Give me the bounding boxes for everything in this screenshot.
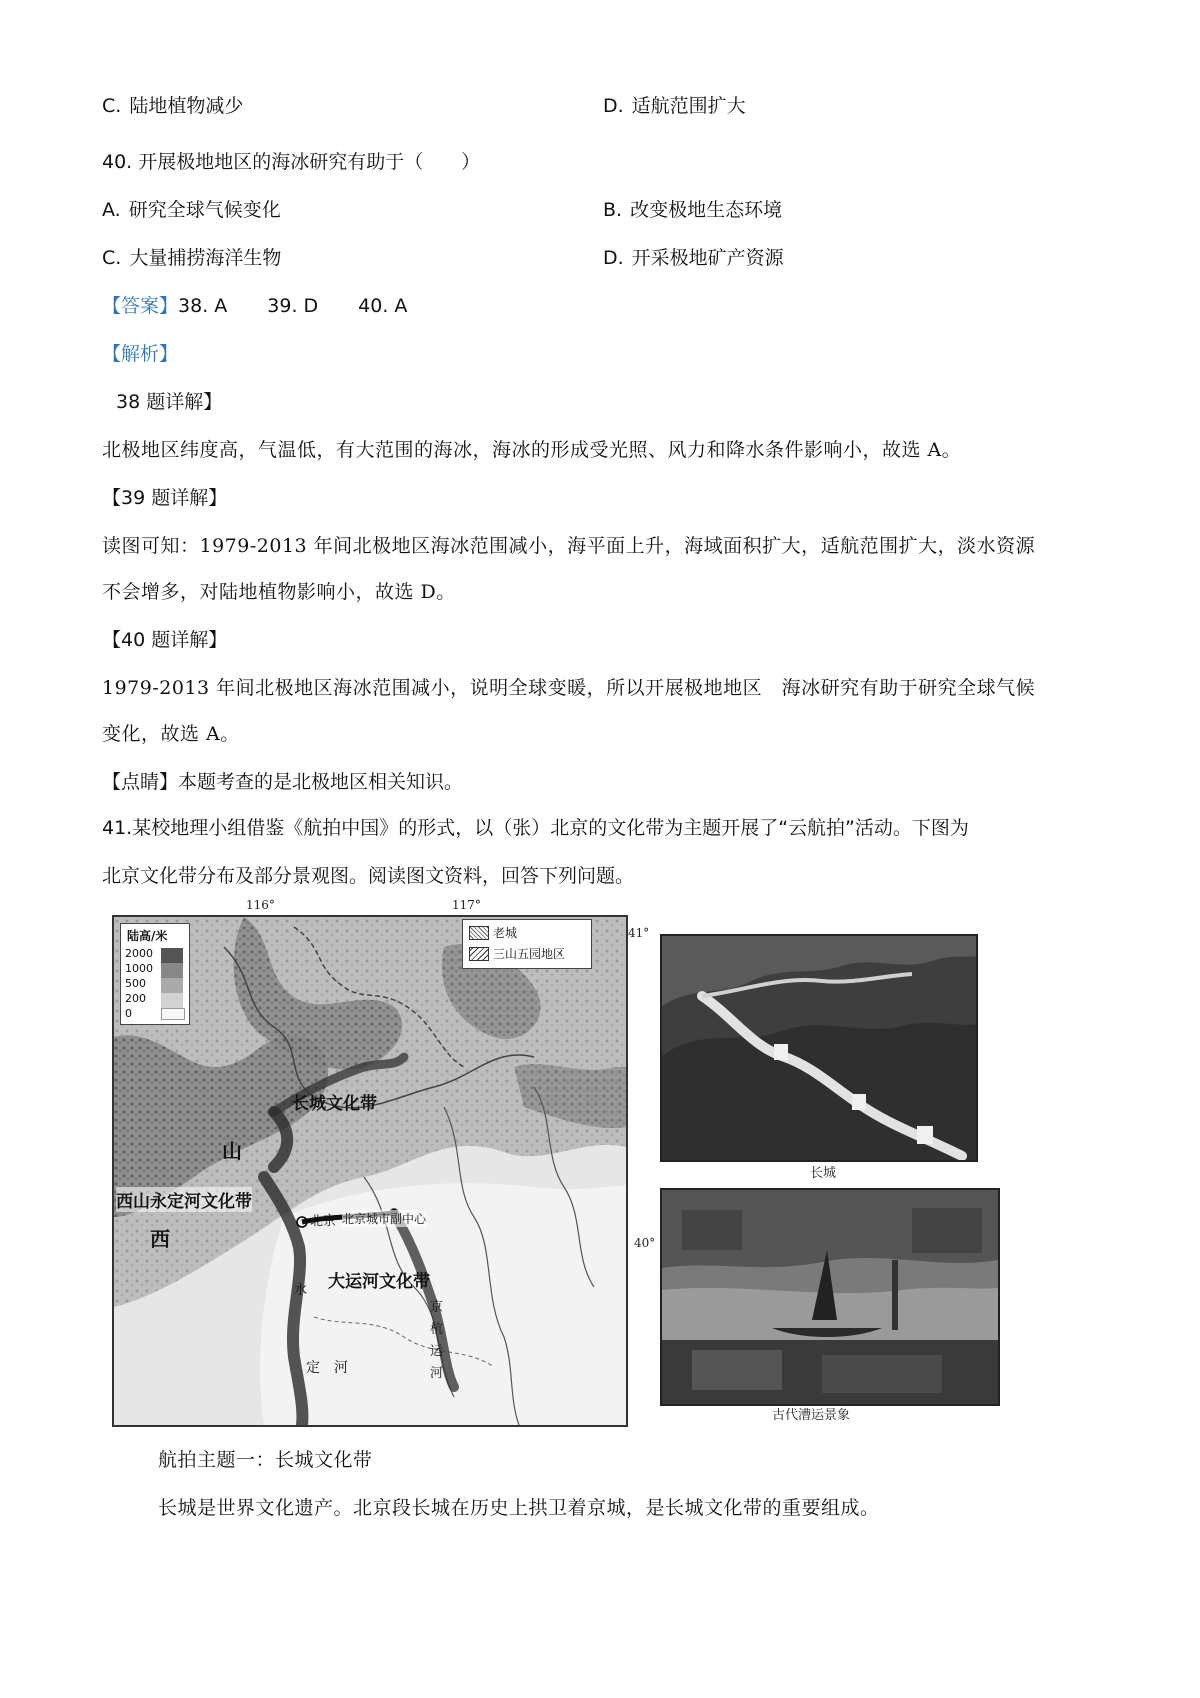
sanshan-wuyuan-swatch: [469, 947, 489, 961]
latitude-40-label: 40°: [634, 1236, 656, 1250]
map-char-xi: 西: [150, 1227, 170, 1251]
beijing-culture-belt-map: [112, 915, 628, 1427]
legend-swatch-200: [161, 993, 183, 1008]
q40-option-a: A. 研究全球气候变化: [102, 199, 281, 221]
legend-swatch-500: [161, 978, 183, 993]
area-legend: [462, 919, 592, 969]
great-wall-caption: 长城: [810, 1166, 837, 1181]
great-wall-photo: [660, 934, 978, 1162]
canal-transport-caption: 古代漕运景象: [772, 1408, 851, 1423]
detail38-heading: 38 题详解】: [116, 391, 223, 413]
q40-stem: 40. 开展极地地区的海冰研究有助于（ ）: [102, 151, 481, 173]
detail38-body: 北极地区纬度高，气温低，有大范围的海冰，海冰的形成受光照、风力和降水条件影响小，故选 A。: [102, 439, 962, 461]
q40-option-c: C. 大量捕捞海洋生物: [102, 247, 282, 269]
canal-transport-photo: [660, 1188, 1000, 1406]
analysis-tag: 【解析】: [102, 343, 179, 365]
legend-swatch-1000: [161, 963, 183, 978]
great-wall-graphic: [662, 936, 976, 1160]
great-wall-belt-label: 长城文化带: [292, 1094, 377, 1114]
sanshan-wuyuan-label: 三山五园地区: [493, 947, 566, 961]
map-graphic: [114, 917, 626, 1425]
detail39-heading: 【39 题详解】: [102, 487, 228, 509]
detail39-body-2: 不会增多，对陆地植物影响小，故选 D。: [102, 581, 456, 603]
detail40-body-2: 变化，故选 A。: [102, 723, 240, 745]
latitude-41-label: 41°: [628, 926, 650, 940]
old-city-swatch: [469, 926, 489, 940]
canal-transport-graphic: [662, 1190, 998, 1404]
jinghang-canal-label: 京 杭 运 河: [430, 1300, 444, 1381]
city-subcenter-label: 北京城市副中心: [342, 1212, 427, 1226]
detail40-heading: 【40 题详解】: [102, 629, 228, 651]
q39-option-d: D. 适航范围扩大: [603, 95, 746, 117]
elevation-legend: [120, 923, 190, 1025]
map-char-shui: 水: [294, 1283, 308, 1298]
map-char-shan: 山: [222, 1139, 242, 1163]
detail39-body-1: 读图可知：1979-2013 年间北极地区海冰范围减小，海平面上升，海域面积扩大，适航范围扩大，淡水资源: [102, 535, 1036, 557]
elevation-legend-values: 2000 1000 500 200 0: [125, 947, 153, 1020]
answer-line: 【答案】38. A 39. D 40. A: [102, 295, 408, 317]
answer-tag: 【答案】: [102, 295, 179, 317]
longitude-116-label: 116°: [246, 898, 275, 912]
beijing-label: 北京: [310, 1214, 337, 1229]
grand-canal-belt-label: 大运河文化带: [328, 1272, 430, 1292]
old-city-label: 老城: [493, 926, 518, 940]
q39-option-c: C. 陆地植物减少: [102, 95, 244, 117]
xishan-yongding-belt-label: 西山永定河文化带: [116, 1187, 252, 1212]
comment-line: 【点睛】本题考查的是北极地区相关知识。: [102, 771, 464, 793]
q40-option-d: D. 开采极地矿产资源: [603, 247, 784, 269]
elevation-legend-title: 陆高/米: [127, 929, 168, 943]
theme1-body: 长城是世界文化遗产。北京段长城在历史上拱卫着京城，是长城文化带的重要组成。: [158, 1497, 880, 1519]
detail40-body-1: 1979-2013 年间北极地区海冰范围减小，说明全球变暖，所以开展极地地区 海冰研究有助于研究全球气候: [102, 677, 1036, 699]
legend-swatch-2000: [161, 948, 183, 963]
dinghe-label: 定 河: [306, 1360, 348, 1376]
q41-line-2: 北京文化带分布及部分景观图。阅读图文资料，回答下列问题。: [102, 865, 635, 887]
longitude-117-label: 117°: [452, 898, 481, 912]
legend-swatch-0: [161, 1008, 185, 1020]
q41-line-1: 41.某校地理小组借鉴《航拍中国》的形式，以（张）北京的文化带为主题开展了“云航拍”活动。下图为: [102, 817, 969, 839]
q40-option-b: B. 改变极地生态环境: [603, 199, 783, 221]
theme1-title: 航拍主题一：长城文化带: [158, 1449, 373, 1471]
